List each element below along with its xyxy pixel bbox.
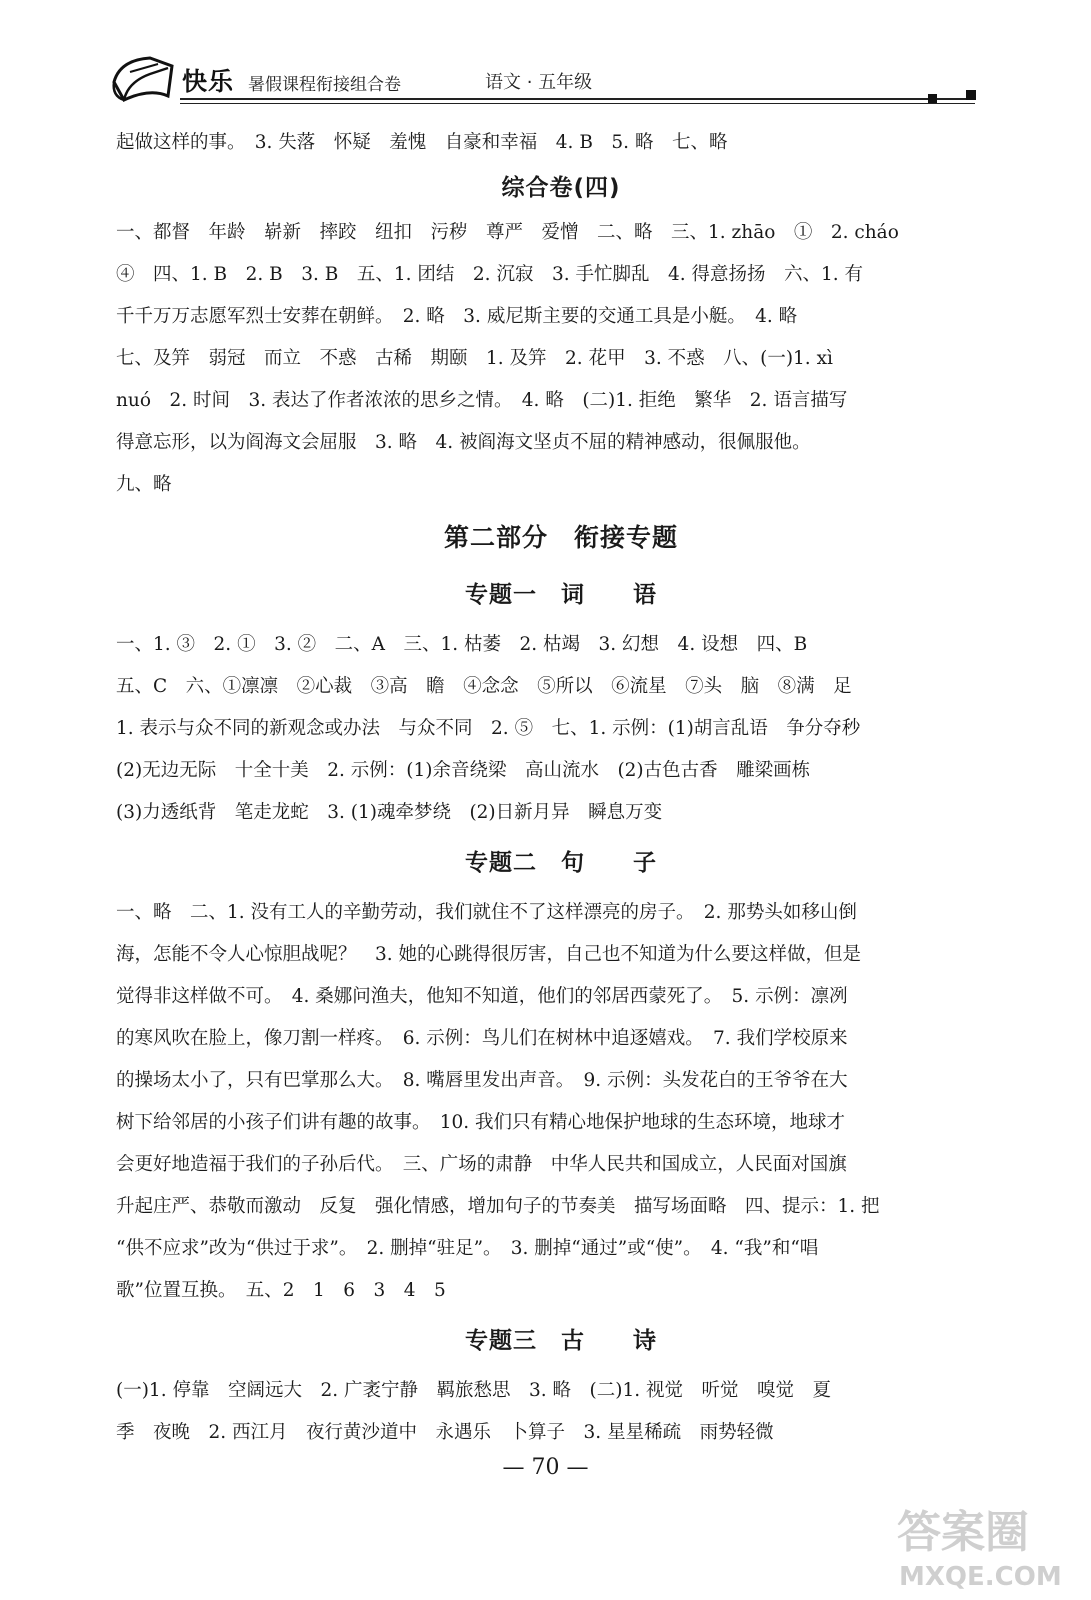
text-line: “供不应求”改为“供过于求”。 2. 删掉“驻足”。 3. 删掉“通过”或“使”。 4. “我”和“唱 — [116, 1238, 819, 1259]
text-line: (2)无边无际 十全十美 2. 示例：(1)余音绕梁 高山流水 (2)古色古香 雕梁画栋 — [116, 760, 811, 781]
subject-grade: 语文 · 五年级 — [485, 72, 593, 93]
book-logo-icon — [110, 52, 180, 108]
text-line: 一、略 二、1. 没有工人的辛勤劳动，我们就住不了这样漂亮的房子。 2. 那势头如移山倒 — [116, 902, 857, 923]
text-line: 海，怎能不令人心惊胆战呢？ 3. 她的心跳得很厉害，自己也不知道为什么要这样做，但是 — [116, 944, 862, 965]
series-title: 暑假课程衔接组合卷 — [248, 75, 401, 95]
text-line: 得意忘形，以为阎海文会屈服 3. 略 4. 被阎海文坚贞不屈的精神感动，很佩服他。 — [116, 432, 811, 453]
text-line: 歌”位置互换。 五、2 1 6 3 4 5 — [116, 1280, 446, 1301]
watermark-en: MXQE.COM — [899, 1562, 1062, 1592]
text-line: ④ 四、1. B 2. B 3. B 五、1. 团结 2. 沉寂 3. 手忙脚乱 4. 得意扬扬 六、1. 有 — [116, 264, 864, 285]
text-line: 树下给邻居的小孩子们讲有趣的故事。 10. 我们只有精心地保护地球的生态环境，地球才 — [116, 1112, 846, 1133]
text-line: 季 夜晚 2. 西江月 夜行黄沙道中 永遇乐 卜算子 3. 星星稀疏 雨势轻微 — [116, 1422, 774, 1443]
rule-marker-small — [928, 94, 937, 103]
watermark-cn: 答案圈 — [897, 1507, 1029, 1558]
text-line: nuó 2. 时间 3. 表达了作者浓浓的思乡之情。 4. 略 (二)1. 拒绝 繁华 2. 语言描写 — [116, 390, 848, 411]
text-line: (一)1. 停靠 空阔远大 2. 广袤宁静 羁旅愁思 3. 略 (二)1. 视觉 听觉 嗅觉 夏 — [116, 1380, 831, 1401]
text-line: 会更好地造福于我们的子孙后代。 三、广场的肃静 中华人民共和国成立，人民面对国旗 — [116, 1154, 847, 1175]
text-line: 九、略 — [116, 474, 172, 495]
answer-content — [116, 122, 1006, 1454]
text-line: 1. 表示与众不同的新观念或办法 与众不同 2. ⑤ 七、1. 示例：(1)胡言乱语 争分夺秒 — [116, 718, 861, 739]
text-line: 七、及笄 弱冠 而立 不惑 古稀 期颐 1. 及笄 2. 花甲 3. 不惑 八、(一)1. xì — [116, 348, 833, 369]
text-line: 起做这样的事。 3. 失落 怀疑 羞愧 自豪和幸福 4. B 5. 略 七、略 — [116, 132, 728, 153]
brand-title: 快乐 — [182, 67, 235, 96]
section-title: 综合卷(四) — [501, 175, 621, 201]
text-line: 升起庄严、恭敬而激动 反复 强化情感，增加句子的节奏美 描写场面略 四、提示：1. 把 — [116, 1196, 880, 1217]
topic-title: 专题二 句 子 — [465, 850, 657, 876]
topic-title: 专题一 词 语 — [465, 582, 657, 608]
header-rule-thin — [180, 103, 975, 104]
text-line: 的寒风吹在脸上，像刀割一样疼。 6. 示例：鸟儿们在树林中追逐嬉戏。 7. 我们学校原来 — [116, 1028, 848, 1049]
header-rule — [180, 98, 975, 100]
text-line: 五、C 六、①凛凛 ②心裁 ③高 瞻 ④念念 ⑤所以 ⑥流星 ⑦头 脑 ⑧满 足 — [116, 676, 852, 697]
text-line: 一、都督 年龄 崭新 摔跤 纽扣 污秽 尊严 爱憎 二、略 三、1. zhāo ① 2. cháo — [116, 222, 899, 243]
page-header — [110, 52, 990, 112]
text-line: 千千万万志愿军烈士安葬在朝鲜。 2. 略 3. 威尼斯主要的交通工具是小艇。 4. 略 — [116, 306, 798, 327]
rule-marker-large — [966, 90, 976, 100]
text-line: 的操场太小了，只有巴掌那么大。 8. 嘴唇里发出声音。 9. 示例：头发花白的王爷爷在大 — [116, 1070, 848, 1091]
topic-title: 专题三 古 诗 — [465, 1328, 657, 1354]
part-title: 第二部分 衔接专题 — [443, 523, 678, 552]
page-number: — 70 — — [502, 1455, 589, 1480]
text-line: 一、1. ③ 2. ① 3. ② 二、A 三、1. 枯萎 2. 枯竭 3. 幻想 4. 设想 四、B — [116, 634, 808, 655]
text-line: 觉得非这样做不可。 4. 桑娜问渔夫，他知不知道，他们的邻居西蒙死了。 5. 示例：凛冽 — [116, 986, 848, 1007]
text-line: (3)力透纸背 笔走龙蛇 3. (1)魂牵梦绕 (2)日新月异 瞬息万变 — [116, 802, 663, 823]
watermark-logo — [893, 1495, 1078, 1593]
